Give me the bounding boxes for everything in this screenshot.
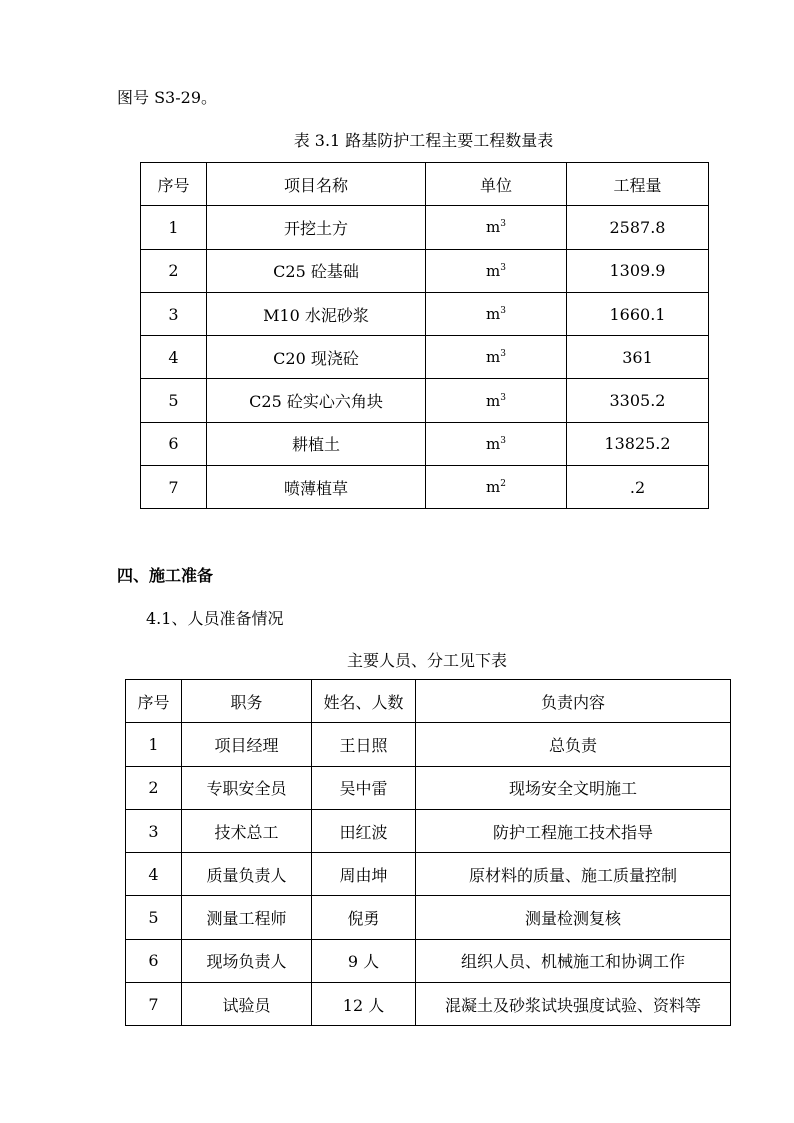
cell-name: 9 人 xyxy=(312,939,416,982)
cell-quantity: 361 xyxy=(567,336,709,379)
table-row xyxy=(126,939,731,982)
personnel-table xyxy=(125,679,731,1026)
cell-quantity: 1660.1 xyxy=(567,292,709,335)
cell-no: 7 xyxy=(141,466,207,509)
cell-name: 吴中雷 xyxy=(312,766,416,809)
cell-role: 测量工程师 xyxy=(182,896,312,939)
table-row xyxy=(126,983,731,1026)
cell-item-name: C25 砼基础 xyxy=(207,249,426,292)
cell-name: 王日照 xyxy=(312,723,416,766)
cell-role: 现场负责人 xyxy=(182,939,312,982)
header-quantity: 工程量 xyxy=(567,163,709,206)
cell-duty: 现场安全文明施工 xyxy=(416,766,731,809)
cell-role: 项目经理 xyxy=(182,723,312,766)
table1-caption: 表 3.1 路基防护工程主要工程数量表 xyxy=(293,131,554,150)
table-row xyxy=(141,379,709,422)
table-row xyxy=(141,292,709,335)
cell-no: 5 xyxy=(126,896,182,939)
cell-item-name: 耕植土 xyxy=(207,422,426,465)
cell-duty: 混凝土及砂浆试块强度试验、资料等 xyxy=(416,983,731,1026)
cell-duty: 总负责 xyxy=(416,723,731,766)
cell-name: 田红波 xyxy=(312,809,416,852)
cell-no: 6 xyxy=(141,422,207,465)
header-unit: 单位 xyxy=(426,163,567,206)
cell-no: 4 xyxy=(141,336,207,379)
cell-no: 2 xyxy=(141,249,207,292)
cell-no: 3 xyxy=(141,292,207,335)
cell-unit: $m^3$ xyxy=(426,249,567,292)
cell-duty: 测量检测复核 xyxy=(416,896,731,939)
cell-unit: $m^3$ xyxy=(426,379,567,422)
cell-unit: $m^3$ xyxy=(426,422,567,465)
cell-role: 试验员 xyxy=(182,983,312,1026)
cell-unit: $m^3$ xyxy=(426,336,567,379)
table-row xyxy=(126,809,731,852)
table-header-row xyxy=(141,163,709,206)
cell-no: 4 xyxy=(126,853,182,896)
cell-quantity: 2587.8 xyxy=(567,206,709,249)
cell-role: 质量负责人 xyxy=(182,853,312,896)
cell-unit: $m^3$ xyxy=(426,206,567,249)
quantity-table xyxy=(140,162,709,509)
cell-item-name: C25 砼实心六角块 xyxy=(207,379,426,422)
table-header-row xyxy=(126,680,731,723)
header-duty: 负责内容 xyxy=(416,680,731,723)
header-role: 职务 xyxy=(182,680,312,723)
cell-name: 12 人 xyxy=(312,983,416,1026)
table-row xyxy=(141,336,709,379)
cell-no: 2 xyxy=(126,766,182,809)
cell-quantity: 13825.2 xyxy=(567,422,709,465)
cell-quantity: 3305.2 xyxy=(567,379,709,422)
cell-no: 1 xyxy=(126,723,182,766)
cell-duty: 组织人员、机械施工和协调工作 xyxy=(416,939,731,982)
cell-no: 5 xyxy=(141,379,207,422)
cell-name: 倪勇 xyxy=(312,896,416,939)
cell-duty: 防护工程施工技术指导 xyxy=(416,809,731,852)
cell-no: 6 xyxy=(126,939,182,982)
cell-quantity: 1309.9 xyxy=(567,249,709,292)
table-row xyxy=(141,249,709,292)
cell-item-name: C20 现浇砼 xyxy=(207,336,426,379)
cell-quantity: .2 xyxy=(567,466,709,509)
cell-item-name: 开挖土方 xyxy=(207,206,426,249)
cell-unit: $m^3$ xyxy=(426,292,567,335)
cell-name: 周由坤 xyxy=(312,853,416,896)
header-no: 序号 xyxy=(141,163,207,206)
cell-no: 1 xyxy=(141,206,207,249)
table-row xyxy=(141,422,709,465)
table-row xyxy=(126,723,731,766)
cell-duty: 原材料的质量、施工质量控制 xyxy=(416,853,731,896)
cell-unit: $m^2$ xyxy=(426,466,567,509)
header-item-name: 项目名称 xyxy=(207,163,426,206)
cell-role: 专职安全员 xyxy=(182,766,312,809)
intro-line: 图号 S3-29。 xyxy=(117,88,217,107)
table-row xyxy=(126,766,731,809)
table-row xyxy=(126,853,731,896)
table2-caption: 主要人员、分工见下表 xyxy=(346,651,507,670)
cell-role: 技术总工 xyxy=(182,809,312,852)
cell-item-name: 喷薄植草 xyxy=(207,466,426,509)
header-no: 序号 xyxy=(126,680,182,723)
table-row xyxy=(141,466,709,509)
table-row xyxy=(141,206,709,249)
section-title: 四、施工准备 xyxy=(117,566,214,585)
table-row xyxy=(126,896,731,939)
cell-item-name: M10 水泥砂浆 xyxy=(207,292,426,335)
subsection-title: 4.1、人员准备情况 xyxy=(146,609,284,628)
header-name-count: 姓名、人数 xyxy=(312,680,416,723)
cell-no: 7 xyxy=(126,983,182,1026)
cell-no: 3 xyxy=(126,809,182,852)
